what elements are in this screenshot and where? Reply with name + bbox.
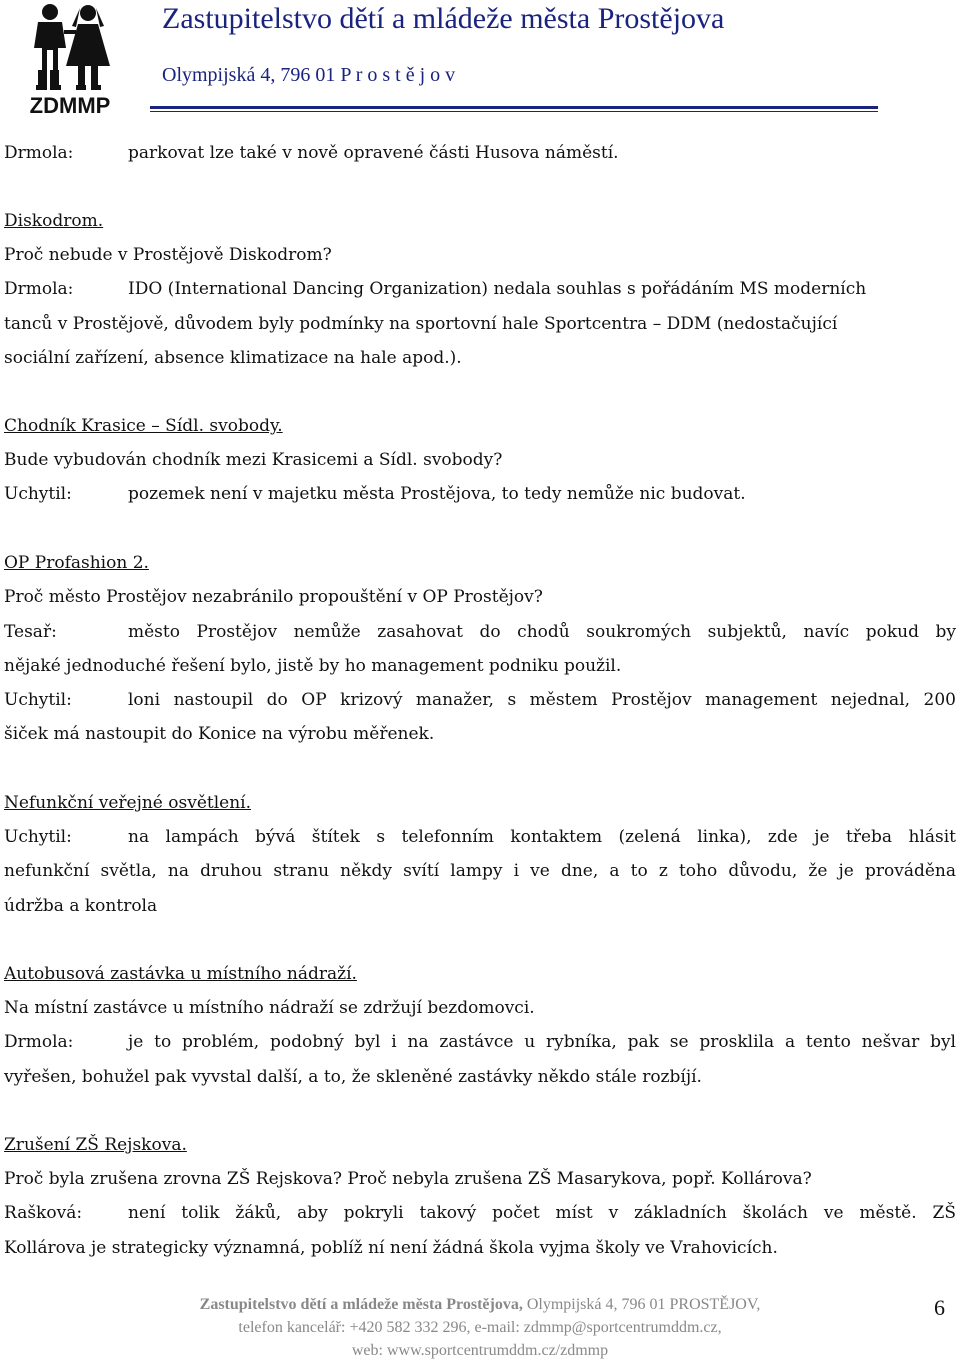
answer-text: parkovat lze také v nově opravené části Husova náměstí.	[128, 143, 619, 163]
answer-text: na lampách bývá štítek s telefonním kontaktem (zelená linka), zde je třeba hlásit	[128, 827, 956, 847]
zdmmp-logo	[20, 0, 120, 118]
question-line: Proč byla zrušena zrovna ZŠ Rejskova? Proč nebyla zrušena ZŠ Masarykova, popř. Kollárova?	[4, 1169, 812, 1189]
speaker-label: Uchytil:	[4, 690, 72, 710]
answer-line: tanců v Prostějově, důvodem byly podmínky na sportovní hale Sportcentra – DDM (nedostačující	[4, 314, 838, 334]
footer-contact: telefon kancelář: +420 582 332 296, e-mail: zdmmp@sportcentrumddm.cz,	[238, 1319, 722, 1336]
speaker-label: Uchytil:	[4, 484, 72, 504]
header-rule	[150, 106, 878, 109]
answer-line	[4, 483, 956, 505]
answer-text: IDO (International Dancing Organization) nedala souhlas s pořádáním MS moderních	[128, 279, 867, 299]
section-heading: Chodník Krasice – Sídl. svobody.	[4, 416, 283, 436]
speaker-label: Rašková:	[4, 1203, 83, 1223]
speaker-label: Tesař:	[4, 622, 57, 642]
answer-line	[4, 621, 956, 643]
page-header	[0, 0, 960, 118]
speaker-label: Uchytil:	[4, 827, 72, 847]
answer-line: nefunkční světla, na druhou stranu někdy svítí lampy i ve dne, a to z toho důvodu, že je prováděna	[4, 861, 956, 881]
section-heading: Diskodrom.	[4, 211, 104, 231]
org-address: Olympijská 4, 796 01 P r o s t ě j o v	[162, 64, 456, 86]
page-number: 6	[934, 1295, 945, 1320]
children-silhouette-icon	[20, 0, 120, 95]
answer-line: šiček má nastoupit do Konice na výrobu měřenek.	[4, 724, 435, 744]
answer-text: pozemek není v majetku města Prostějova, to tedy nemůže nic budovat.	[128, 484, 746, 504]
answer-line	[4, 1031, 956, 1053]
footer-web: web: www.sportcentrumddm.cz/zdmmp	[351, 1342, 609, 1359]
answer-text: loni nastoupil do OP krizový manažer, s městem Prostějov management nejednal, 200	[128, 690, 956, 710]
answer-text: není tolik žáků, aby pokryli takový počet míst v základních školách ve městě. ZŠ	[128, 1203, 956, 1223]
question-line: Proč nebude v Prostějově Diskodrom?	[4, 245, 332, 265]
section-heading: Nefunkční veřejné osvětlení.	[4, 793, 252, 813]
header-rule-thin	[150, 111, 878, 112]
speaker-label: Drmola:	[4, 1032, 74, 1052]
speaker-label: Drmola:	[4, 143, 74, 163]
answer-line: vyřešen, bohužel pak vyvstal další, a to, že skleněné zastávky někdo stále rozbíjí.	[4, 1067, 702, 1087]
question-line: Proč město Prostějov nezabránilo propouštění v OP Prostějov?	[4, 587, 543, 607]
page-footer	[0, 1293, 960, 1362]
section-heading: OP Profashion 2.	[4, 553, 149, 573]
footer-org-line: Zastupitelstvo dětí a mládeže města Prostějova, Olympijská 4, 796 01 PROSTĚJOV,	[199, 1296, 761, 1313]
section-heading: Zrušení ZŠ Rejskova.	[4, 1135, 187, 1155]
answer-line	[4, 689, 956, 711]
logo-text: ZDMMP	[29, 93, 111, 118]
section-heading: Autobusová zastávka u místního nádraží.	[4, 964, 357, 984]
answer-line: Kollárova je strategicky významná, poblíž ní není žádná škola vyjma školy ve Vrahovicích.	[4, 1238, 778, 1258]
answer-line	[4, 826, 956, 848]
speaker-label: Drmola:	[4, 279, 74, 299]
answer-text: město Prostějov nemůže zasahovat do chodů soukromých subjektů, navíc pokud by	[128, 622, 956, 642]
answer-line: nějaké jednoduché řešení bylo, jistě by ho management podniku použil.	[4, 656, 622, 676]
answer-line: údržba a kontrola	[4, 896, 158, 916]
question-line: Na místní zastávce u místního nádraží se zdržují bezdomovci.	[4, 998, 535, 1018]
org-title: Zastupitelstvo dětí a mládeže města Prostějova	[162, 2, 725, 35]
answer-text: je to problém, podobný byl i na zastávce u rybníka, pak se prosklila a tento nešvar byl	[128, 1032, 956, 1052]
answer-line	[4, 278, 956, 300]
answer-line: sociální zařízení, absence klimatizace na hale apod.).	[4, 348, 462, 368]
answer-line	[4, 142, 956, 164]
answer-line	[4, 1202, 956, 1224]
question-line: Bude vybudován chodník mezi Krasicemi a Sídl. svobody?	[4, 450, 503, 470]
